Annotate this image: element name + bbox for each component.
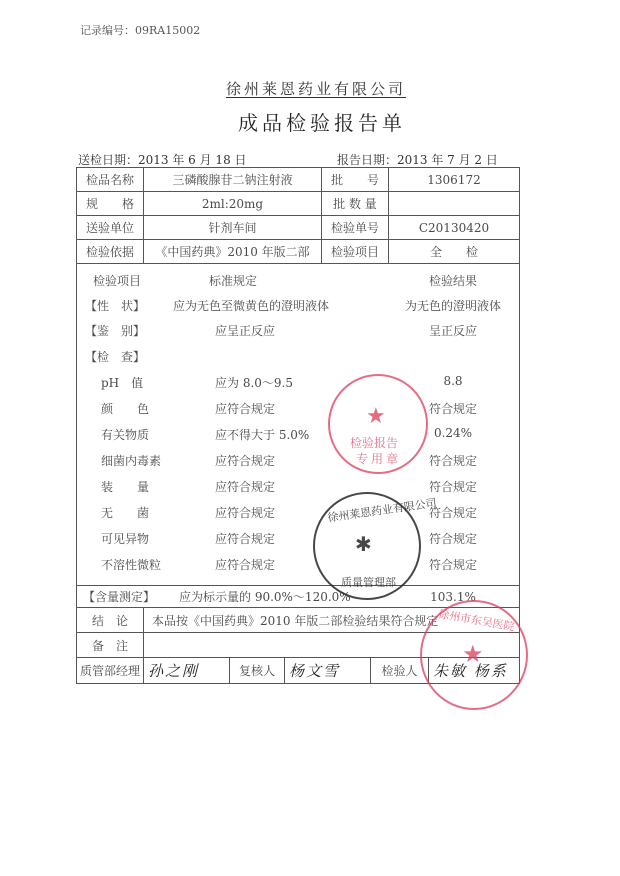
info-row-basis: [77, 240, 519, 264]
header-result: 检验结果: [428, 274, 477, 288]
test-standard: 应符合规定: [215, 506, 276, 520]
header-item: 检验项目: [93, 274, 142, 288]
test-result: 符合规定: [428, 402, 477, 416]
test-standard: 应符合规定: [215, 532, 276, 546]
qa-manager-signature: 孙之刚: [144, 658, 230, 683]
conclusion-label: 结 论: [77, 608, 144, 632]
star-icon: ✱: [355, 532, 372, 556]
test-result: 呈正反应: [428, 324, 477, 338]
value-spec: 2ml:20mg: [144, 192, 322, 215]
label-spec: 规 格: [77, 192, 144, 215]
report-date: 报告日期：2013 年 7 月 2 日: [337, 153, 498, 167]
remarks-row: [77, 633, 519, 658]
test-row: [77, 322, 519, 340]
assay-standard: 应为标示量的 90.0%～120.0%: [179, 590, 351, 604]
value-test-no: C20130420: [418, 220, 490, 235]
test-result: 符合规定: [428, 480, 477, 494]
conclusion-value: 本品按《中国药典》2010 年版二部检验结果符合规定: [152, 613, 439, 628]
test-result: 符合规定: [428, 506, 477, 520]
test-item: 可见异物: [101, 532, 150, 546]
conclusion-row: [77, 608, 519, 633]
info-row-spec: [77, 192, 519, 216]
test-item: 【检 查】: [85, 350, 146, 364]
report-table: [76, 167, 520, 684]
test-item: 【鉴 别】: [85, 324, 146, 338]
record-number: 记录编号：09RA15002: [80, 24, 201, 37]
star-icon: ★: [462, 640, 484, 668]
value-submit-unit: 针剂车间: [144, 216, 322, 239]
test-item: 有关物质: [101, 428, 150, 442]
value-batch-no: 1306172: [427, 172, 481, 187]
test-row: [77, 297, 519, 315]
test-row: [77, 426, 519, 444]
reviewer-label: 复核人: [230, 658, 285, 683]
label-test-basis: 检验依据: [77, 240, 144, 263]
test-result: 符合规定: [428, 454, 477, 468]
label-test-scope: 检验项目: [322, 240, 389, 263]
assay-row: [77, 586, 519, 608]
send-date: 送检日期：2013 年 6 月 18 日: [78, 153, 247, 167]
test-row: [77, 504, 519, 522]
stamp-text: 徐州莱恩药业有限公司: [326, 496, 438, 525]
header-standard: 标准规定: [209, 274, 258, 288]
document-title: 成品检验报告单: [238, 111, 406, 135]
info-row-unit: [77, 216, 519, 240]
test-item: 颜 色: [101, 402, 150, 416]
value-product-name: 三磷酸腺苷二钠注射液: [144, 168, 322, 191]
test-row: [77, 348, 519, 366]
signature-row: [77, 658, 519, 683]
test-standard: 应符合规定: [215, 402, 276, 416]
test-item: 装 量: [101, 480, 150, 494]
label-product-name: 检品名称: [77, 168, 144, 191]
test-standard: 应符合规定: [215, 454, 276, 468]
qa-manager-label: 质管部经理: [77, 658, 144, 683]
assay-item: 【含量测定】: [83, 590, 156, 604]
test-row: [77, 400, 519, 418]
test-row: [77, 530, 519, 548]
reviewer-signature: 杨文雪: [285, 658, 371, 683]
label-batch-no: 批 号: [322, 168, 389, 191]
test-item: pH 值: [101, 376, 144, 390]
test-standard: 应为 8.0～9.5: [215, 376, 293, 390]
test-header-row: [77, 272, 519, 290]
value-test-scope: 全 检: [429, 245, 478, 259]
value-batch-qty: [389, 192, 519, 215]
label-submit-unit: 送验单位: [77, 216, 144, 239]
stamp-text: 质量管理部: [341, 576, 396, 589]
test-row: [77, 478, 519, 496]
test-item: 不溶性微粒: [101, 558, 162, 572]
test-row: [77, 556, 519, 574]
test-item: 【性 状】: [85, 299, 146, 313]
test-standard: 应为无色至微黄色的澄明液体: [173, 299, 330, 313]
test-item: 无 菌: [101, 506, 150, 520]
test-result: 0.24%: [433, 426, 473, 440]
test-results-block: [77, 264, 519, 586]
star-icon: ★: [366, 404, 386, 429]
test-item: 细菌内毒素: [101, 454, 162, 468]
test-result: 符合规定: [428, 532, 477, 546]
stamp-text: 检验报告: [350, 436, 399, 450]
test-row: [77, 452, 519, 470]
assay-result: 103.1%: [430, 589, 476, 604]
inspector-label: 检验人: [371, 658, 429, 683]
test-standard: 应呈正反应: [215, 324, 276, 338]
label-batch-qty: 批 数 量: [322, 192, 389, 215]
test-result: 8.8: [443, 374, 463, 388]
test-result: 为无色的澄明液体: [404, 299, 501, 313]
test-standard: 应符合规定: [215, 558, 276, 572]
stamp-text: 徐州市东吴医院: [437, 607, 516, 634]
company-name: 徐州莱恩药业有限公司: [226, 80, 407, 98]
remarks-label: 备 注: [77, 633, 144, 657]
stamp-text: 专用章: [356, 452, 402, 466]
inspector-signature: 朱敏 杨系: [433, 662, 508, 680]
label-test-no: 检验单号: [322, 216, 389, 239]
info-row-product: [77, 168, 519, 192]
test-standard: 应不得大于 5.0%: [215, 428, 310, 442]
test-row: [77, 374, 519, 392]
value-test-basis: 《中国药典》2010 年版二部: [144, 240, 322, 263]
test-result: 符合规定: [428, 558, 477, 572]
test-standard: 应符合规定: [215, 480, 276, 494]
